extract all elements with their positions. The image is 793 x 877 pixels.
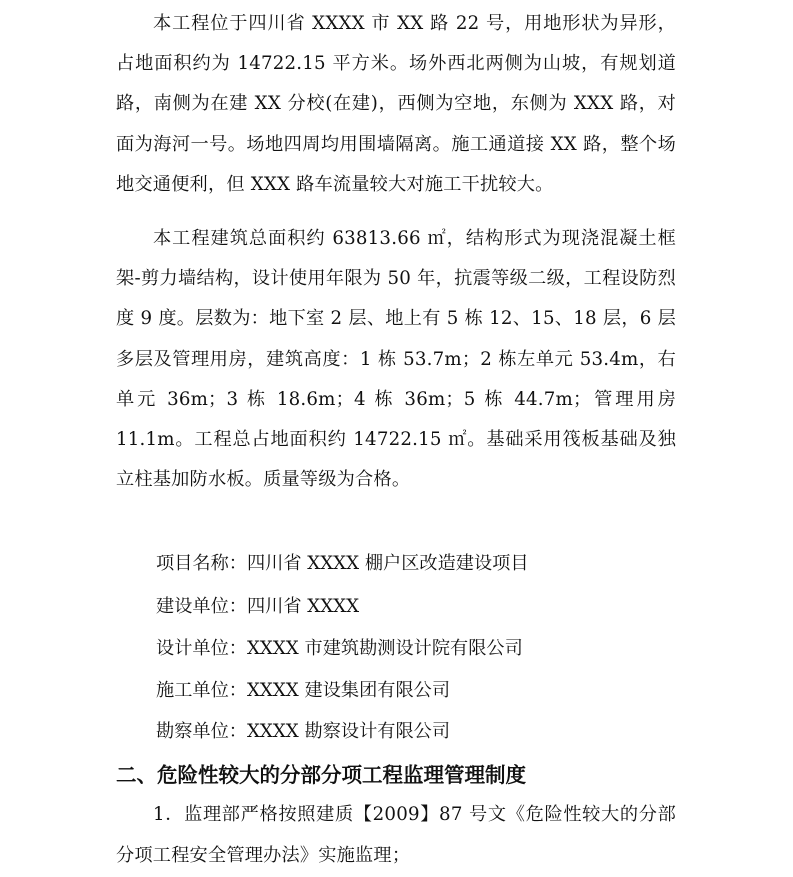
- section-heading: 二、危险性较大的分部分项工程监理管理制度: [116, 763, 526, 787]
- constructor-line: 施工单位：XXXX 建设集团有限公司: [156, 680, 451, 701]
- site-description-paragraph: 本工程位于四川省 XXXX 市 XX 路 22 号，用地形状为异形，占地面积约为 14722.15 平方米。场外西北两侧为山坡，有规划道路，南侧为在建 XX 分校(在建)，西侧为空地，东侧为 XXX 路，对面为海河一号。场地四周均用围墙隔离。施工通道接 XX 路，整个场地交通便利，但 XXX 路车流量较大对施工干扰较大。: [116, 13, 676, 195]
- designer-line: 设计单位：XXXX 市建筑勘测设计院有限公司: [156, 638, 523, 659]
- list-item-1: 1．监理部严格按照建质【2009】87 号文《危险性较大的分部分项工程安全管理办法》实施监理；: [116, 804, 676, 866]
- builder-line: 建设单位：四川省 XXXX: [156, 596, 360, 617]
- project-name-line: 项目名称：四川省 XXXX 棚户区改造建设项目: [156, 553, 529, 574]
- surveyor-line: 勘察单位：XXXX 勘察设计有限公司: [156, 721, 451, 742]
- building-description-paragraph: 本工程建筑总面积约 63813.66 ㎡，结构形式为现浇混凝土框架-剪力墙结构，设计使用年限为 50 年，抗震等级二级，工程设防烈度 9 度。层数为：地下室 2 层、地上有 5 栋 12、15、18 层，6 层多层及管理用房，建筑高度：1 栋 53.7m；2 栋左单元 53.4m，右单元 36m；3 栋 18.6m；4 栋 36m；5 栋 44.7m；管理用房 11.1m。工程总占地面积约 14722.15 ㎡。基础采用筏板基础及独立柱基加防水板。质量等级为合格。: [116, 228, 676, 491]
